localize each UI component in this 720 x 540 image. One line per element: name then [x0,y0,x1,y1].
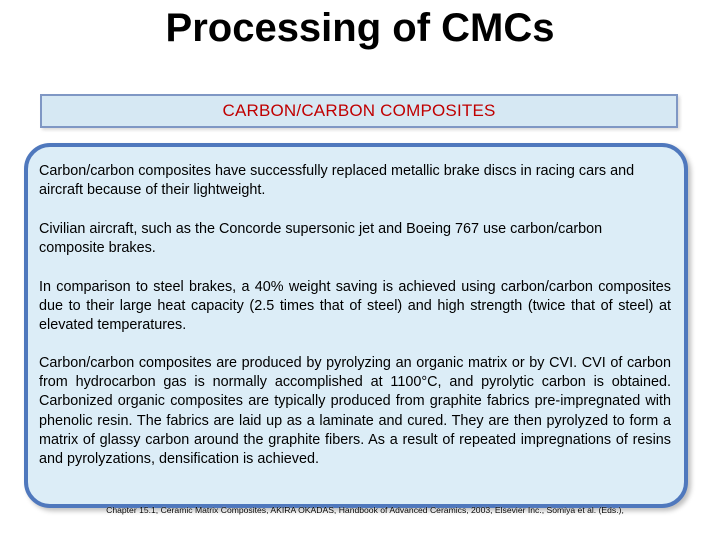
slide-title: Processing of CMCs [165,6,555,50]
paragraph-production-process: Carbon/carbon composites are produced by pyrolyzing an organic matrix or by CVI. CVI of carbon from hydrocarbon gas is normally accomplished at 1100°C, and pyrolytic carbon is obtained. Carbonized organic composites are typically produced from graphite fabrics pre-impregnated with phenolic resin. The fabrics are laid up as a laminate and cured. They are then pyrolyzed to form a matrix of glassy carbon around the graphite fibers. As a result of repeated impregnations of resins and pyrolyzations, densification is achieved. [39,355,671,468]
paragraph-brake-discs: Carbon/carbon composites have successfully replaced metallic brake discs in racing cars and aircraft because of their lightweight. [39,163,635,199]
slide-subtitle: CARBON/CARBON COMPOSITES [222,101,496,120]
subtitle-banner [40,94,678,128]
paragraph-civilian-aircraft: Civilian aircraft, such as the Concorde supersonic jet and Boeing 767 use carbon/carbon composite brakes. [39,221,603,257]
paragraph-weight-saving: In comparison to steel brakes, a 40% weight saving is achieved using carbon/carbon composites due to their large heat capacity (2.5 times that of steel) and high strength (twice that of steel) at elevated temperatures. [39,279,671,334]
source-citation: Chapter 15.1, Ceramic Matrix Composites, AKIRA OKADAS, Handbook of Advanced Ceramics, 2003, Elsevier Inc., Somiya et al. (Eds.), [106,505,624,515]
